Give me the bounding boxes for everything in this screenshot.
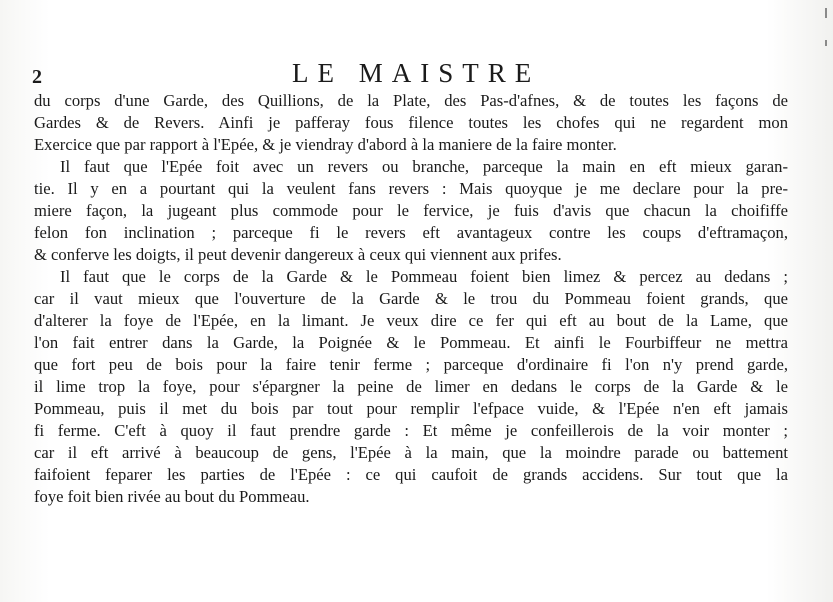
text-line: car il eft arrivé à beaucoup de gens, l'Epée à la main, que la moindre parade ou battement xyxy=(34,443,788,462)
text-line: & conferve les doigts, il peut devenir dangereux à ceux qui viennent aux prifes. xyxy=(34,245,562,264)
text-line: il lime trop la foye, pour s'épargner la peine de limer en dedans le corps de la Garde & le xyxy=(34,377,788,396)
text-line: l'on fait entrer dans la Garde, la Poignée & le Pommeau. Et ainfi le Fourbiffeur ne mettra xyxy=(34,333,788,352)
text-line: du corps d'une Garde, des Quillions, de la Plate, des Pas-d'afnes, & de toutes les façons de xyxy=(34,91,788,110)
text-line: car il vaut mieux que l'ouverture de la Garde & le trou du Pommeau foient grands, que xyxy=(34,289,788,308)
text-line: miere façon, la jugeant plus commode pour le fervice, je fuis d'avis que chacun la choififfe xyxy=(34,201,788,220)
text-line: Pommeau, puis il met du bois par tout pour remplir l'efpace vuide, & l'Epée n'en eft jamais xyxy=(34,399,788,418)
paragraph-first-line: Il faut que l'Epée foit avec un revers ou branche, parceque la main en eft mieux garan- xyxy=(60,157,788,176)
running-title: LE MAISTRE xyxy=(292,58,541,88)
page-number: 2 xyxy=(32,66,42,88)
text-line: foye foit bien rivée au bout du Pommeau. xyxy=(34,487,310,506)
text-line: Gardes & de Revers. Ainfi je pafferay fous filence toutes les chofes qui ne regardent mon xyxy=(34,113,788,132)
text-line: faifoient feparer les parties de l'Epée : ce qui caufoit de grands accidens. Sur tout que la xyxy=(34,465,788,484)
page-header xyxy=(32,58,792,94)
text-line: d'alterer la foye de l'Epée, en la limant. Je veux dire ce fer qui eft au bout de la Lame, que xyxy=(34,311,788,330)
text-line: que fort peu de bois pour la faire tenir ferme ; parceque d'ordinaire fi l'on n'y prend garde, xyxy=(34,355,788,374)
text-line: felon fon inclination ; parceque fi le revers eft avantageux contre les coups d'eftramaçon, xyxy=(34,223,788,242)
page-edge-mark xyxy=(825,40,827,46)
text-line: Exercice que par rapport à l'Epée, & je viendray d'abord à la maniere de la faire monter. xyxy=(34,135,617,154)
paragraph-first-line: Il faut que le corps de la Garde & le Pommeau foient bien limez & percez au dedans ; xyxy=(60,267,788,286)
text-line: fi ferme. C'eft à quoy il faut prendre garde : Et même je confeillerois de la voir monter ; xyxy=(34,421,788,440)
page-edge-mark xyxy=(825,8,827,18)
text-line: tie. Il y en a pourtant qui la veulent fans revers : Mais quoyque je me declare pour la pre- xyxy=(34,179,788,198)
